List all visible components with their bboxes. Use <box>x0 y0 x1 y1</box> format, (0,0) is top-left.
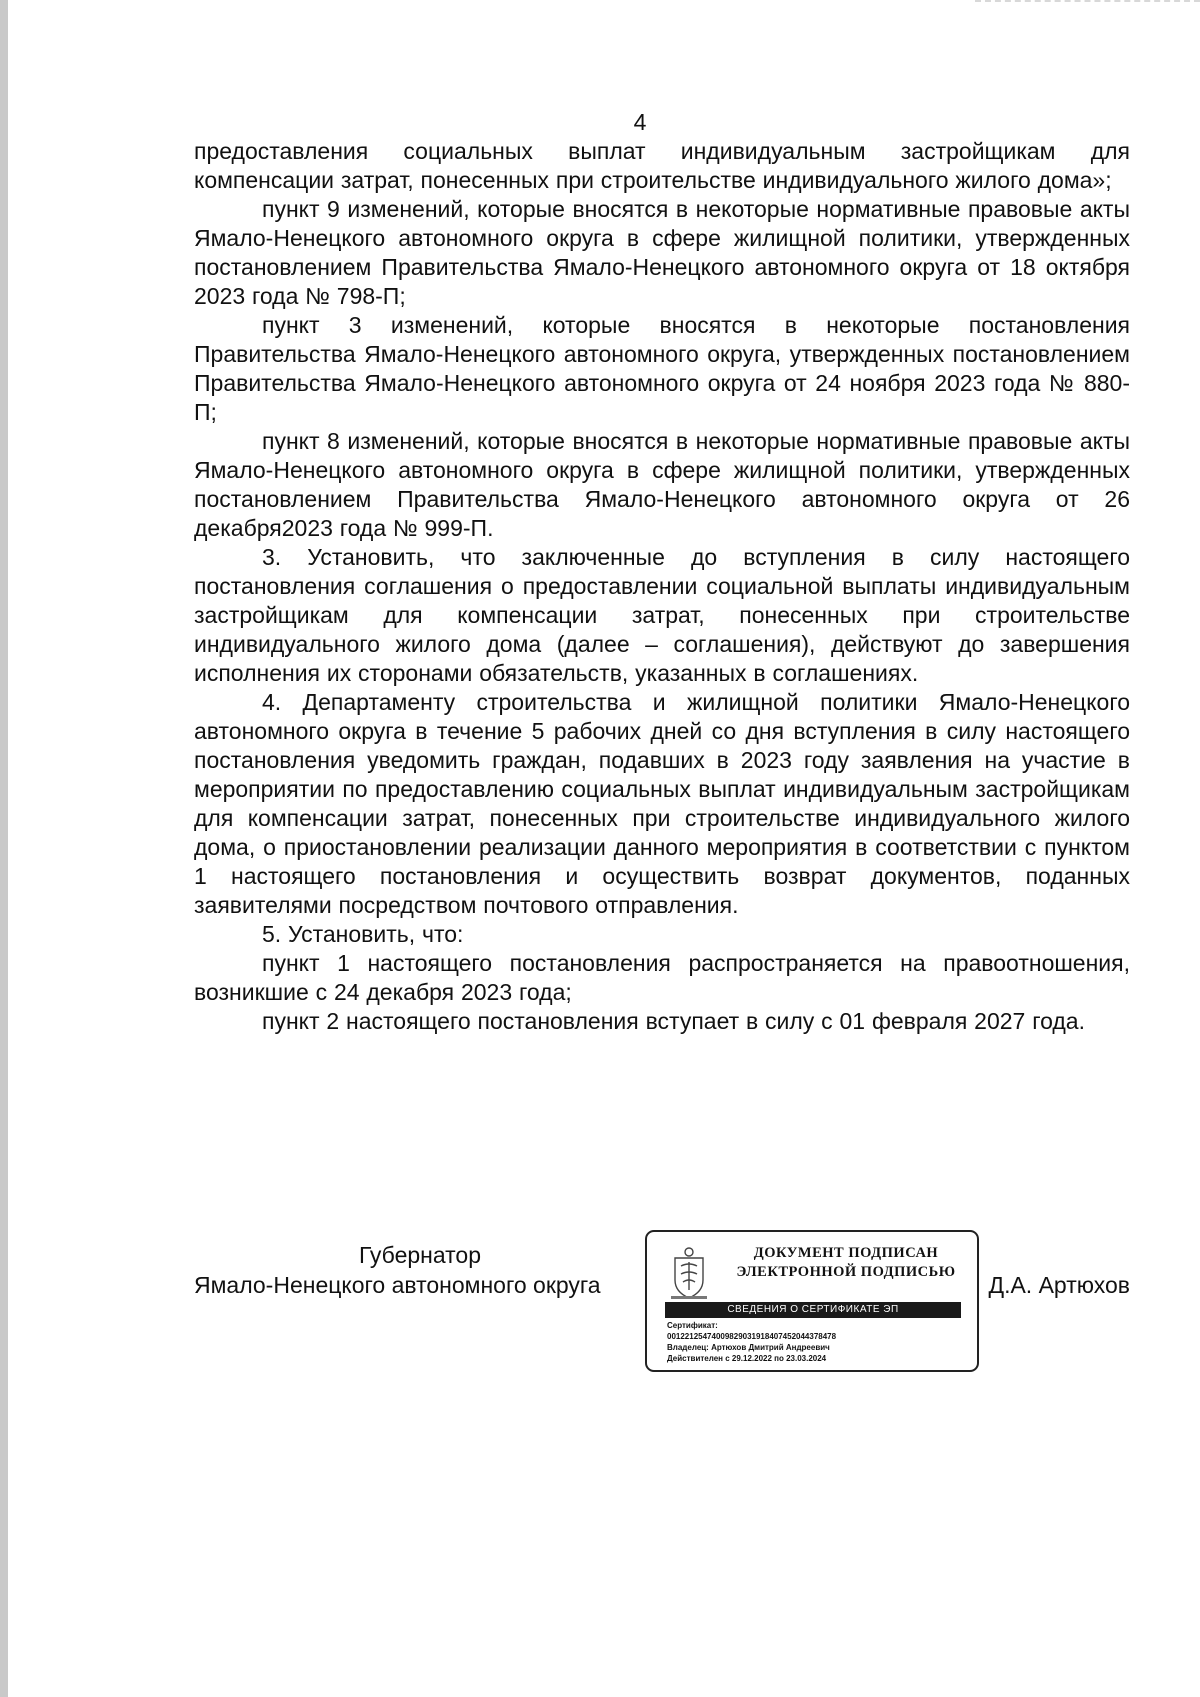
paragraph-clause-5-item-2: пункт 2 настоящего постановления вступает в силу с 01 февраля 2027 года. <box>262 1008 1085 1034</box>
stamp-owner: Владелец: Артюхов Дмитрий Андреевич <box>667 1343 830 1352</box>
scan-edge-strip <box>0 0 8 1697</box>
stamp-validity: Действителен с 29.12.2022 по 23.03.2024 <box>667 1354 827 1363</box>
document-body <box>194 137 1130 1036</box>
paragraph-continuation: предоставления социальных выплат индивидуальным застройщикам для компенсации затрат, понесенных при строительстве индивидуального жилого дома»; <box>194 138 1130 193</box>
signer-name: Д.А. Артюхов <box>988 1272 1130 1298</box>
electronic-signature-stamp <box>645 1230 979 1372</box>
paragraph-item-9: пункт 9 изменений, которые вносятся в некоторые нормативные правовые акты Ямало-Ненецкого автономного округа в сфере жилищной политики, утвержденных постановлением Правительства Ямало-Ненецкого автономного округа от 18 октября 2023 года № 798-П; <box>194 196 1130 309</box>
paragraph-clause-4: 4. Департаменту строительства и жилищной политики Ямало-Ненецкого автономного округа в течение 5 рабочих дней со дня вступления в силу настоящего постановления уведомить граждан, подавших в 2023 году заявления на участие в мероприятии по предоставлению социальных выплат индивидуальным застройщикам для компенсации затрат, понесенных при строительстве индивидуального жилого дома, о приостановлении реализации данного мероприятия в соответствии с пунктом 1 настоящего постановления и осуществить возврат документов, поданных заявителями посредством почтового отправления. <box>194 689 1130 918</box>
stamp-certificate-bar: СВЕДЕНИЯ О СЕРТИФИКАТЕ ЭП <box>665 1302 961 1318</box>
stamp-title-line-1: ДОКУМЕНТ ПОДПИСАН <box>753 1245 939 1261</box>
paragraph-item-8: пункт 8 изменений, которые вносятся в некоторые нормативные правовые акты Ямало-Ненецкого автономного округа в сфере жилищной политики, утвержденных постановлением Правительства Ямало-Ненецкого автономного округа от 26 декабря2023 года № 999-П. <box>194 428 1130 541</box>
paragraph-item-3: пункт 3 изменений, которые вносятся в некоторые постановления Правительства Ямало-Ненецкого автономного округа, утвержденных постановлением Правительства Ямало-Ненецкого автономного округа от 24 ноября 2023 года № 880-П; <box>194 312 1130 425</box>
signer-position-title: Губернатор <box>358 1242 482 1268</box>
stamp-title <box>721 1244 971 1282</box>
paragraph-clause-5: 5. Установить, что: <box>262 921 464 947</box>
coat-of-arms-icon <box>667 1244 711 1302</box>
signer-position-org: Ямало-Ненецкого автономного округа <box>194 1272 601 1298</box>
stamp-certificate-label: Сертификат: <box>667 1321 718 1330</box>
scan-top-dash <box>975 0 1200 4</box>
stamp-title-line-2: ЭЛЕКТРОННОЙ ПОДПИСЬЮ <box>736 1264 956 1280</box>
stamp-certificate-value: 00122125474009829031918407452044378478 <box>667 1332 837 1341</box>
paragraph-clause-5-item-1: пункт 1 настоящего постановления распространяется на правоотношения, возникшие с 24 декабря 2023 года; <box>194 950 1130 1005</box>
stamp-certificate-details <box>667 1320 967 1364</box>
paragraph-clause-3: 3. Установить, что заключенные до вступления в силу настоящего постановления соглашения о предоставлении социальной выплаты индивидуальным застройщикам для компенсации затрат, понесенных при строительстве индивидуального жилого дома (далее – соглашения), действуют до завершения исполнения их сторонами обязательств, указанных в соглашениях. <box>194 544 1130 686</box>
page-number: 4 <box>633 109 647 135</box>
